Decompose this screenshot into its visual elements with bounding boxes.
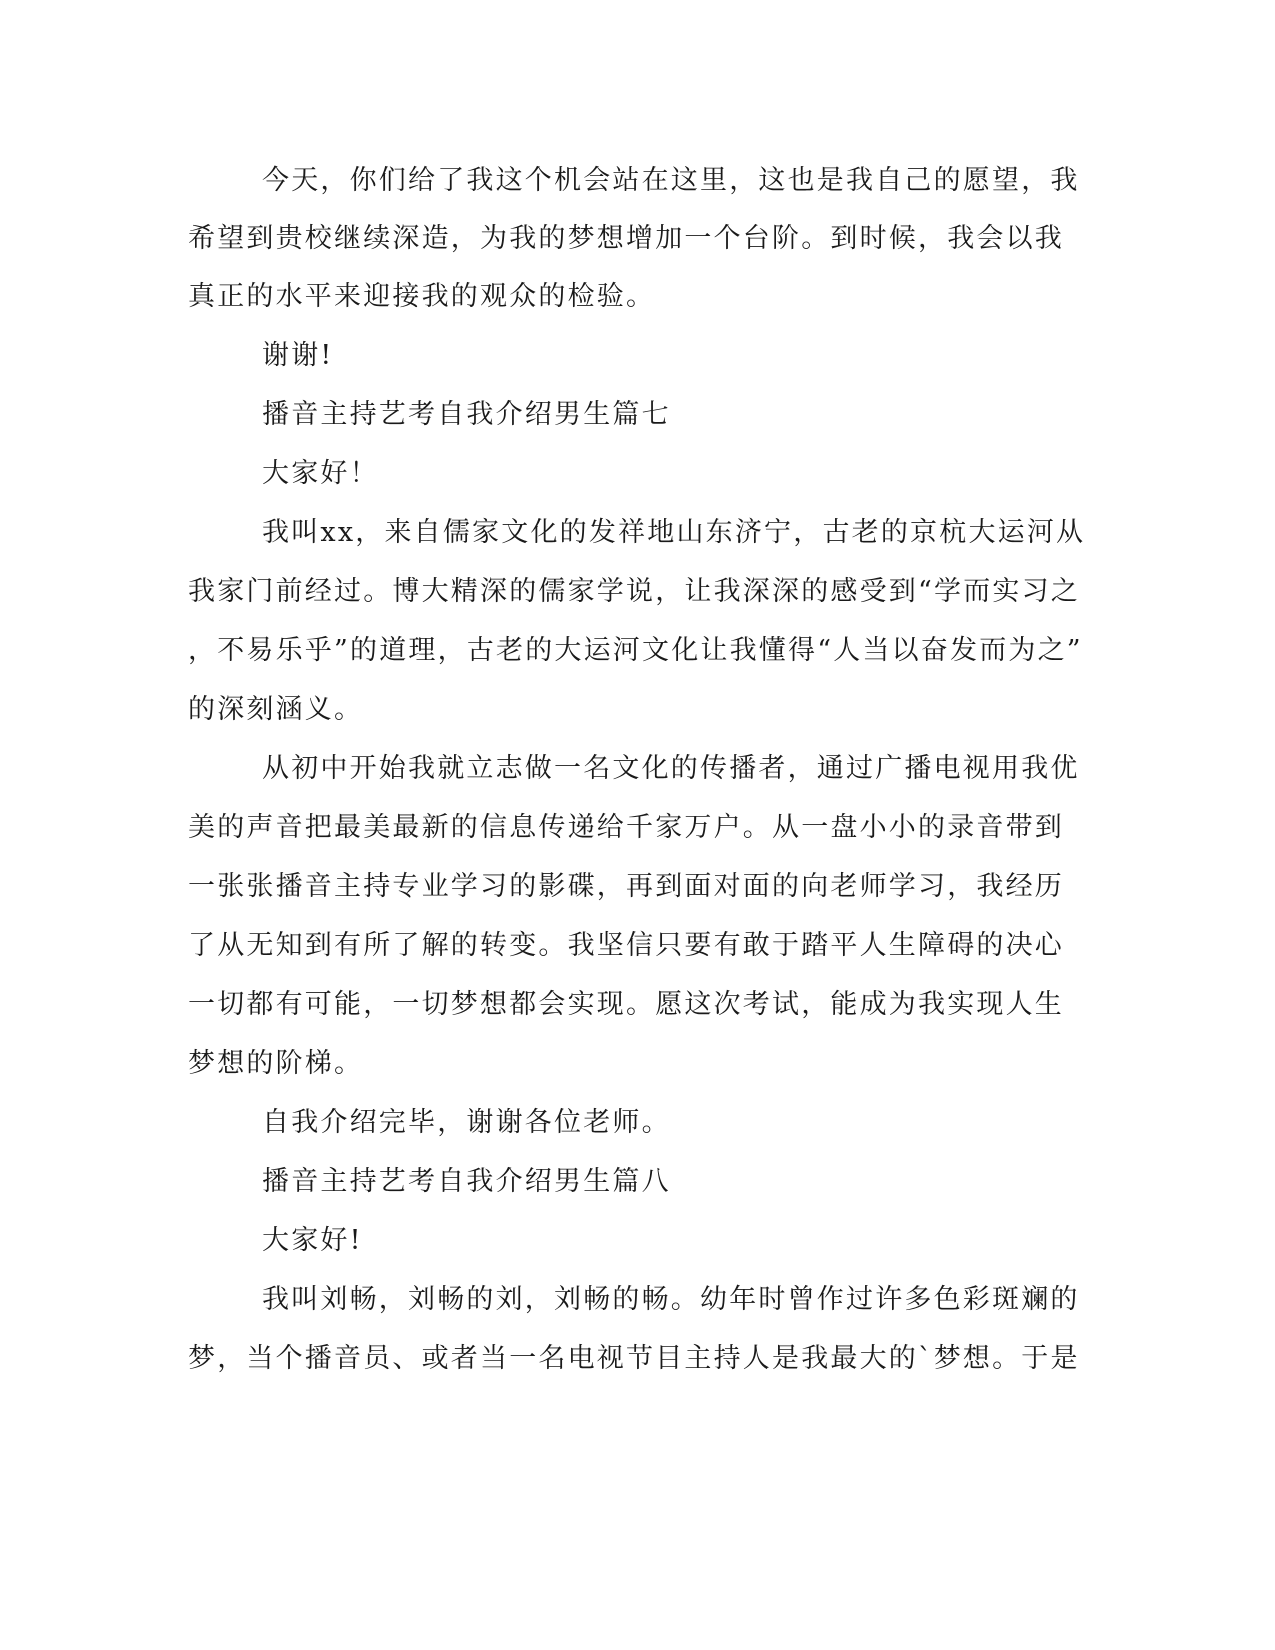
paragraph-line: 一切都有可能，一切梦想都会实现。愿这次考试，能成为我实现人生 bbox=[188, 989, 1064, 1020]
paragraph-line: 希望到贵校继续深造，为我的梦想增加一个台阶。到时候，我会以我 bbox=[188, 223, 1064, 254]
paragraph-line: 我叫xx，来自儒家文化的发祥地山东济宁，古老的京杭大运河从 bbox=[262, 517, 1086, 548]
closing-thanks: 谢谢! bbox=[262, 340, 334, 371]
paragraph-line: 真正的水平来迎接我的观众的检验。 bbox=[188, 281, 656, 312]
closing-line: 自我介绍完毕，谢谢各位老师。 bbox=[262, 1107, 671, 1138]
paragraph-line: 从初中开始我就立志做一名文化的传播者，通过广播电视用我优 bbox=[262, 753, 1080, 784]
paragraph-line: 今天，你们给了我这个机会站在这里，这也是我自己的愿望，我 bbox=[262, 165, 1080, 196]
paragraph-line: ，不易乐乎”的道理，古老的大运河文化让我懂得“人当以奋发而为之” bbox=[188, 635, 1083, 666]
greeting-line: 大家好! bbox=[262, 1225, 363, 1256]
paragraph-line: 我家门前经过。博大精深的儒家学说，让我深深的感受到“学而实习之 bbox=[188, 576, 1081, 607]
paragraph-line: 美的声音把最美最新的信息传递给千家万户。从一盘小小的录音带到 bbox=[188, 812, 1064, 843]
paragraph-line: 我叫刘畅，刘畅的刘，刘畅的畅。幼年时曾作过许多色彩斑斓的 bbox=[262, 1284, 1080, 1315]
paragraph-line: 一张张播音主持专业学习的影碟，再到面对面的向老师学习，我经历 bbox=[188, 871, 1064, 902]
section-heading: 播音主持艺考自我介绍男生篇八 bbox=[262, 1166, 671, 1197]
greeting-line: 大家好！ bbox=[262, 458, 379, 489]
paragraph-line: 梦想的阶梯。 bbox=[188, 1048, 364, 1079]
paragraph-line: 梦，当个播音员、或者当一名电视节目主持人是我最大的`梦想。于是 bbox=[188, 1343, 1080, 1374]
paragraph-line: 的深刻涵义。 bbox=[188, 694, 364, 725]
paragraph-line: 了从无知到有所了解的转变。我坚信只要有敢于踏平人生障碍的决心 bbox=[188, 930, 1064, 961]
section-heading: 播音主持艺考自我介绍男生篇七 bbox=[262, 399, 671, 430]
